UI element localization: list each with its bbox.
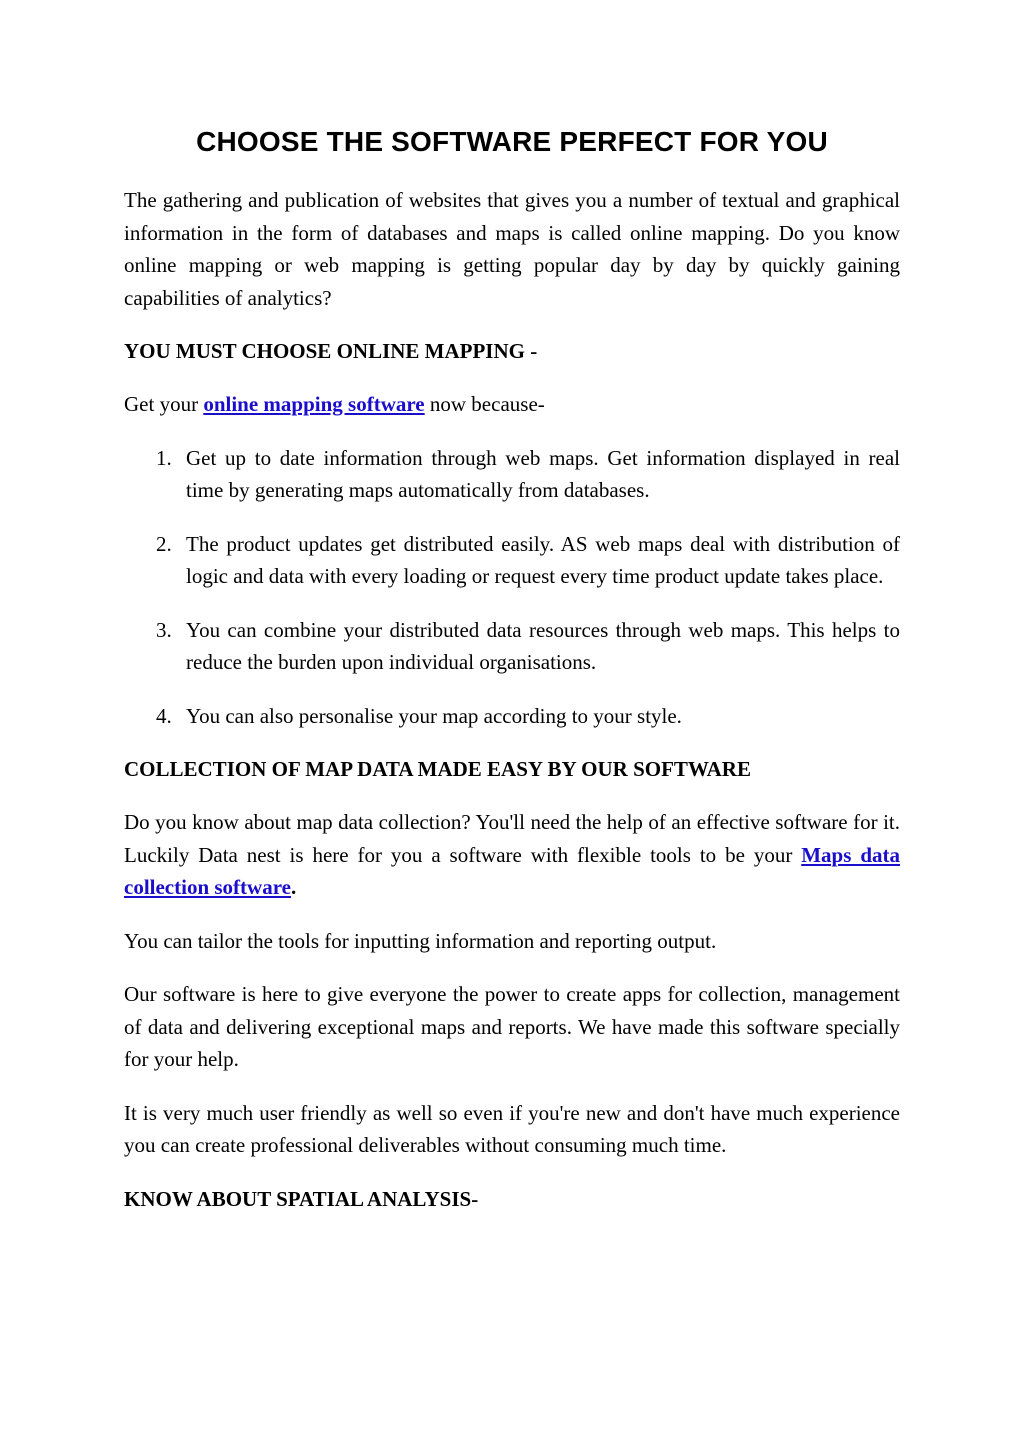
list-item-text: You can combine your distributed data resources through web maps. This helps to reduce the burden upon individual organisations.	[186, 617, 900, 674]
list-item	[124, 528, 900, 593]
list-item-text: Get up to date information through web maps. Get information displayed in real time by generating maps automatically from databases.	[186, 445, 900, 502]
user-friendly-paragraph: It is very much user friendly as well so even if you're new and don't have much experience you can create professional deliverables without consuming much time.	[124, 1100, 900, 1157]
list-item-text: You can also personalise your map according to your style.	[186, 703, 682, 728]
get-your-suffix: now because-	[424, 392, 545, 416]
document-title: CHOOSE THE SOFTWARE PERFECT FOR YOU	[196, 126, 828, 157]
list-item-text: The product updates get distributed easily. AS web maps deal with distribution of logic and data with every loading or request every time product update takes place.	[186, 531, 900, 588]
section-heading-online-mapping: YOU MUST CHOOSE ONLINE MAPPING -	[124, 339, 538, 363]
section-heading-spatial-analysis: KNOW ABOUT SPATIAL ANALYSIS-	[124, 1186, 479, 1211]
get-your-paragraph	[124, 388, 900, 421]
list-item-number: 2.	[156, 531, 172, 556]
collection-paragraph	[124, 806, 900, 904]
list-item-number: 3.	[156, 617, 172, 642]
online-mapping-software-link[interactable]: online mapping software	[203, 392, 425, 416]
maps-data-collection-software-link[interactable]: Maps data collection software	[124, 842, 900, 899]
section-heading-map-data-collection: COLLECTION OF MAP DATA MADE EASY BY OUR SOFTWARE	[124, 757, 751, 781]
list-item-number: 4.	[156, 703, 172, 728]
document-page	[124, 122, 900, 1236]
reasons-list	[124, 442, 900, 733]
collection-text: Do you know about map data collection? You'll need the help of an effective software for it. Luckily Data nest is here for you a software with flexible tools to be your	[124, 810, 900, 867]
list-item	[124, 442, 900, 507]
collection-period: .	[290, 875, 297, 899]
list-item	[124, 700, 900, 733]
list-item	[124, 614, 900, 679]
intro-paragraph: The gathering and publication of websites that gives you a number of textual and graphical information in the form of databases and maps is called online mapping. Do you know online mapping or web mapping is getting popular day by day by quickly gaining capabilities of analytics?	[124, 188, 900, 310]
get-your-prefix: Get your	[124, 392, 204, 416]
list-item-number: 1.	[156, 445, 172, 470]
tailor-paragraph: You can tailor the tools for inputting information and reporting output.	[124, 928, 717, 953]
software-paragraph: Our software is here to give everyone the power to create apps for collection, management of data and delivering exceptional maps and reports. We have made this software specially for your help.	[124, 982, 900, 1071]
